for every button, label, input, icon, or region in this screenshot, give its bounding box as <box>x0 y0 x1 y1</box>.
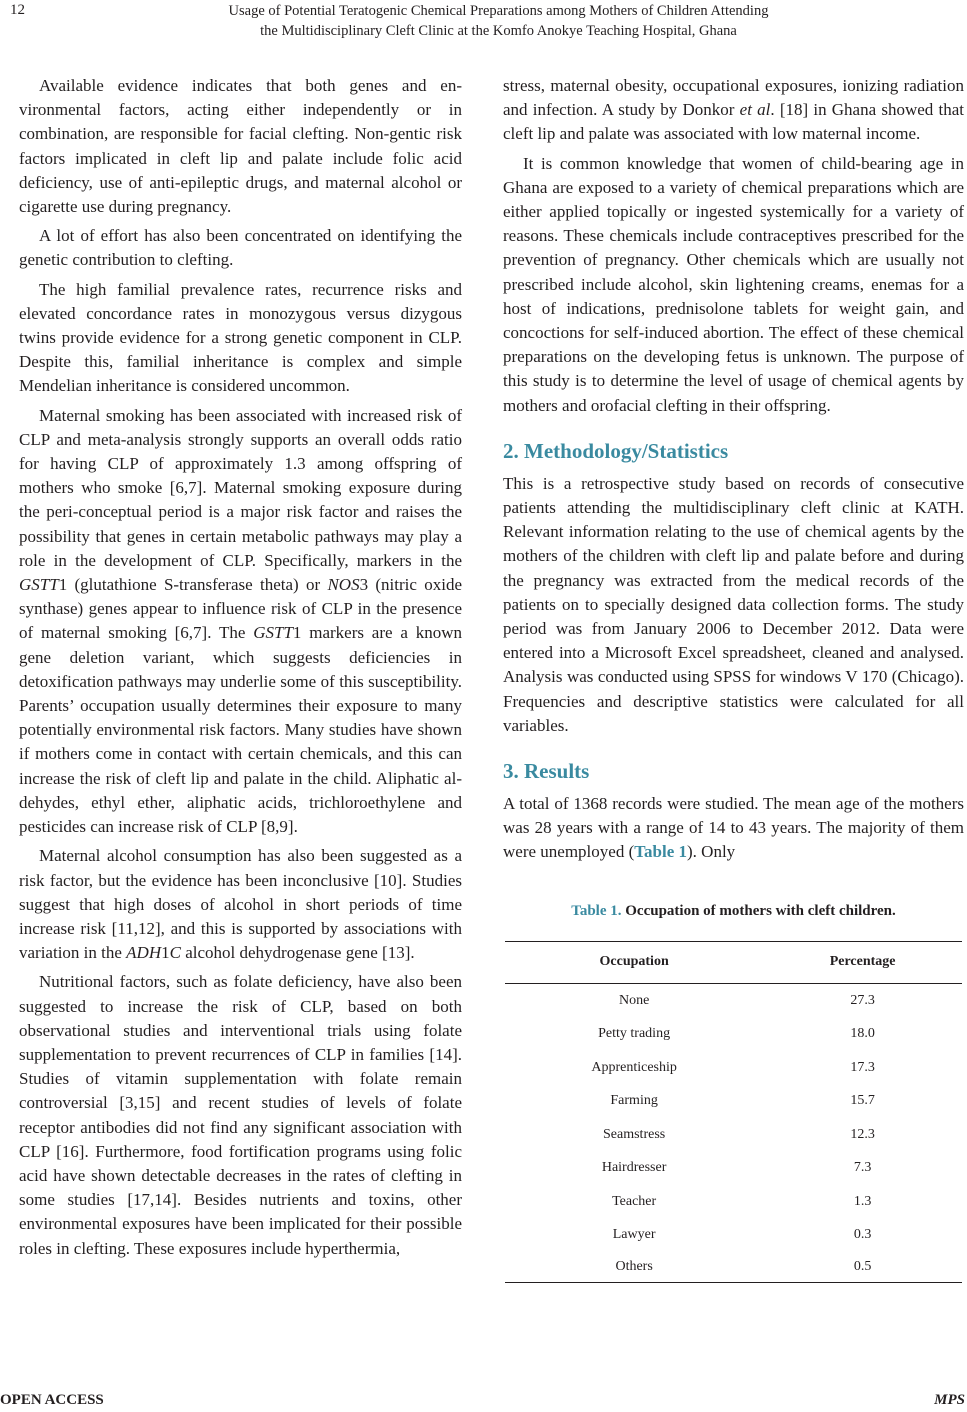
running-header <box>0 1 967 41</box>
text-run: Maternal alcohol consumption has also been suggested as a risk factor, but the evidence has been inconclusive [10]. Studies suggest that high doses of alcohol in short periods of time increase risk [11,12], and this is supported by associations with variation in the <box>19 846 462 963</box>
paragraph <box>19 404 462 840</box>
text-run: 1 markers are a known gene deletion variant, which suggests deficiencies in detoxification pathways may underlie some of this susceptibility. Parents’ occupation usually determines their exposure to many potentially environmental risk factors. Many studies have shown if mothers come in contact with certain chemicals, and this can increase the risk of cleft lip and palate in the child. Aliphatic aldehydes, ethyl ether, aliphatic acids, trichloroethylene and pesticides can increase risk of CLP [8,9]. <box>19 623 462 837</box>
text-run: 1 (glutathione S-transferase theta) or <box>58 575 328 595</box>
section-heading-results: 3. Results <box>503 759 590 784</box>
occupation-cell: None <box>618 992 650 1008</box>
paragraph <box>503 792 964 865</box>
table-row <box>505 1051 962 1085</box>
occupation-table <box>505 941 962 1283</box>
footer-open-access: OPEN ACCESS <box>0 1392 104 1408</box>
occupation-cell: Farming <box>610 1093 658 1109</box>
table-label: Table 1. <box>571 902 622 919</box>
gene-name: C <box>169 943 181 963</box>
table-row <box>505 1085 962 1119</box>
text-run: stress, maternal obesity, occupational exposures, ionizing radiation and infection. A study by Donkor <box>503 76 964 120</box>
percentage-cell: 0.3 <box>853 1227 872 1243</box>
paragraph: It is common knowledge that women of child-bearing age in Ghana are exposed to a variety of chemical preparations which are either applied topically or ingested systemically for a variety of reasons. These chemicals include contraceptives prescribed for the prevention of pregnancy. Other chemicals which are usually not prescribed include alcohol, skin lightening creams, enemas for a host of indications, prednisolone tablets for weight gain, and concoctions for self-induced abortion. The effect of these chemical preparations on the developing fetus is unknown. The purpose of this study is to determine the level of usage of chemical agents by mothers and orofacial clefting in their offspring. <box>503 153 964 415</box>
table-row <box>505 1185 962 1219</box>
table-caption <box>503 899 964 923</box>
table-row <box>505 1118 962 1152</box>
table-row <box>505 1152 962 1186</box>
occupation-cell: Seamstress <box>603 1126 666 1142</box>
citation-etal: et al <box>739 100 771 120</box>
gene-name: ADH <box>126 943 162 963</box>
occupation-cell: Lawyer <box>612 1227 656 1243</box>
paragraph: This is a retrospective study based on records of consecutive patients attending the multidisciplinary cleft clinic at KATH. Relevant information relating to the use of chemical agents by the mothers of the children with cleft lip and palate before and during the pregnancy was extracted from the medical records of the patients on to specially designed data collection forms. The study period was from January 2006 to December 2012. Data were entered into a Microsoft Excel spreadsheet, cleaned and analysed. Analysis was conducted using SPSS for windows V 170 (Chicago). Frequencies and descriptive statistics were calculated for all variables. <box>503 473 964 735</box>
column-header-percentage: Percentage <box>763 941 962 983</box>
gene-name: GSTT <box>253 623 293 643</box>
table-row <box>505 1018 962 1052</box>
right-column <box>503 74 964 1283</box>
occupation-cell: Hairdresser <box>601 1160 667 1176</box>
table-reference-link[interactable]: Table 1 <box>634 842 687 862</box>
running-title-line-2: the Multidisciplinary Cleft Clinic at the Komfo Anokye Teaching Hospital, Ghana <box>260 23 737 39</box>
text-run: A total of 1368 records were studied. The mean age of the mothers was 28 years with a range of 14 to 43 years. The majority of them were unemployed ( <box>503 794 964 862</box>
occupation-cell: Apprenticeship <box>591 1059 677 1075</box>
percentage-cell: 12.3 <box>850 1126 875 1142</box>
table-row <box>505 1219 962 1253</box>
paragraph <box>19 844 462 965</box>
percentage-cell: 27.3 <box>850 992 875 1008</box>
percentage-cell: 7.3 <box>853 1160 872 1176</box>
text-run: 1 <box>161 943 170 963</box>
percentage-cell: 17.3 <box>850 1059 875 1075</box>
percentage-cell: 0.5 <box>763 1252 962 1283</box>
running-title-line-1: Usage of Potential Teratogenic Chemical Preparations among Mothers of Children Attending <box>228 3 769 19</box>
table-row <box>505 984 962 1018</box>
table-row <box>505 1252 962 1283</box>
footer-journal: MPS <box>934 1392 965 1408</box>
percentage-cell: 18.0 <box>850 1026 875 1042</box>
text-run: alcohol dehydrogenase gene [13]. <box>180 943 415 963</box>
paragraph <box>503 74 964 147</box>
text-run: ). Only <box>687 842 736 862</box>
occupation-cell: Petty trading <box>598 1026 671 1042</box>
left-column <box>19 74 462 1266</box>
section-heading-methodology: 2. Methodology/Statistics <box>503 438 729 463</box>
text-run: Maternal smoking has been associated with increased risk of CLP and meta-analysis strongly supports an overall odds ratio for having CLP of approximately 1.3 among offspring of mothers who smoke [6,7]. Maternal smoking exposure during the peri-conceptual period is a major risk factor and raises the possibility that genes in certain metabolic pathways may play a role in the development of CLP. Specifically, markers in the <box>19 405 462 570</box>
paragraph: Available evidence indicates that both genes and environmental factors, acting either independently or in combination, are responsible for facial clefting. Non-gentic risk factors implicated in cleft lip and palate include folic acid deficiency, use of anti-epileptic drugs, and maternal alcohol or cigarette use during pregnancy. <box>19 76 462 217</box>
text-run: 3 (nitric oxide synthase) genes appear to influence risk of CLP in the presence of maternal smoking [6,7]. The <box>19 575 462 643</box>
occupation-cell: Others <box>505 1252 763 1283</box>
percentage-cell: 1.3 <box>853 1193 872 1209</box>
column-header-occupation: Occupation <box>505 941 763 983</box>
gene-name: NOS <box>327 575 360 595</box>
page-number: 12 <box>10 2 25 18</box>
table-header-row <box>505 941 962 983</box>
paragraph: The high familial prevalence rates, recurrence risks and elevated concordance rates in monozygous versus dizygous twins provide evidence for a strong genetic component in CLP. Despite this, familial inheritance is complex and simple Mendelian inheritance is considered uncommon. <box>19 279 462 396</box>
text-run: . [18] in Ghana showed that cleft lip and palate was associated with low maternal income. <box>503 100 964 144</box>
occupation-cell: Teacher <box>612 1193 657 1209</box>
paragraph: Nutritional factors, such as folate deficiency, have also been suggested to increase the risk of CLP, based on both observational studies and interventional trials using folate supplementation to prevent recurrences of CLP in families [14]. Studies of vitamin supplementation with folate remain controversial [3,15] and recent studies of levels of folate receptor antibodies did not find any significant association with CLP [16]. Furthermore, food fortification programs using folic acid have shown detectable decreases in the rates of clefting in some studies [17,14]. Besides nutrients and toxins, other environmental exposures have been implicated for their possible roles in clefting. These exposures include hyperthermia, <box>19 972 462 1258</box>
gene-name: GSTT <box>19 575 59 595</box>
paragraph: A lot of effort has also been concentrated on identifying the genetic contribution to clefting. <box>19 226 462 270</box>
table-caption-text: Occupation of mothers with cleft children. <box>621 902 896 919</box>
percentage-cell: 15.7 <box>850 1093 875 1109</box>
